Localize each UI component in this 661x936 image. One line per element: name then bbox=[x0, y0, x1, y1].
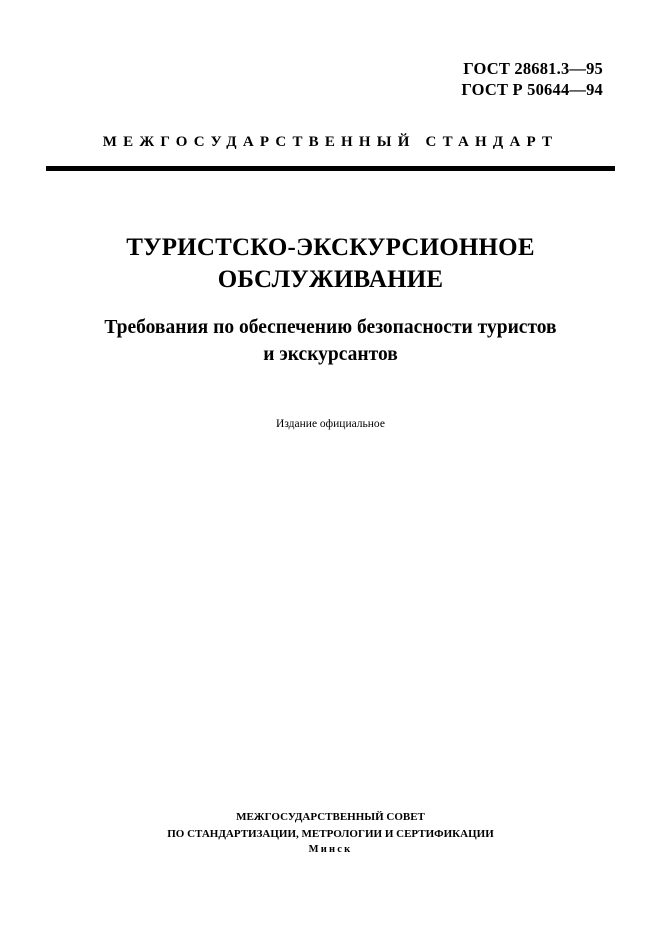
page-subtitle-line-1: Требования по обеспечению безопасности туристов bbox=[104, 317, 557, 338]
interstate-standard-heading: МЕЖГОСУДАРСТВЕННЫЙ СТАНДАРТ bbox=[102, 134, 559, 150]
page-subtitle bbox=[60, 315, 601, 369]
standard-number-primary: ГОСТ 28681.3—95 bbox=[463, 59, 603, 78]
publisher-block bbox=[0, 809, 661, 858]
page-title bbox=[70, 232, 591, 296]
page-subtitle-line-2: и экскурсантов bbox=[263, 343, 398, 365]
publisher-city: Минск bbox=[308, 844, 353, 856]
standard-numbers bbox=[461, 58, 603, 100]
publisher-line-1: МЕЖГОСУДАРСТВЕННЫЙ СОВЕТ bbox=[236, 811, 425, 824]
edition-note: Издание официальное bbox=[276, 418, 385, 430]
page-title-line-1: ТУРИСТСКО-ЭКСКУРСИОННОЕ bbox=[126, 234, 535, 261]
header-divider-rule bbox=[46, 166, 615, 171]
standard-number-secondary: ГОСТ Р 50644—94 bbox=[461, 80, 603, 100]
publisher-line-2: ПО СТАНДАРТИЗАЦИИ, МЕТРОЛОГИИ И СЕРТИФИКАЦИИ bbox=[167, 827, 494, 840]
page-title-line-2: ОБСЛУЖИВАНИЕ bbox=[217, 266, 444, 293]
